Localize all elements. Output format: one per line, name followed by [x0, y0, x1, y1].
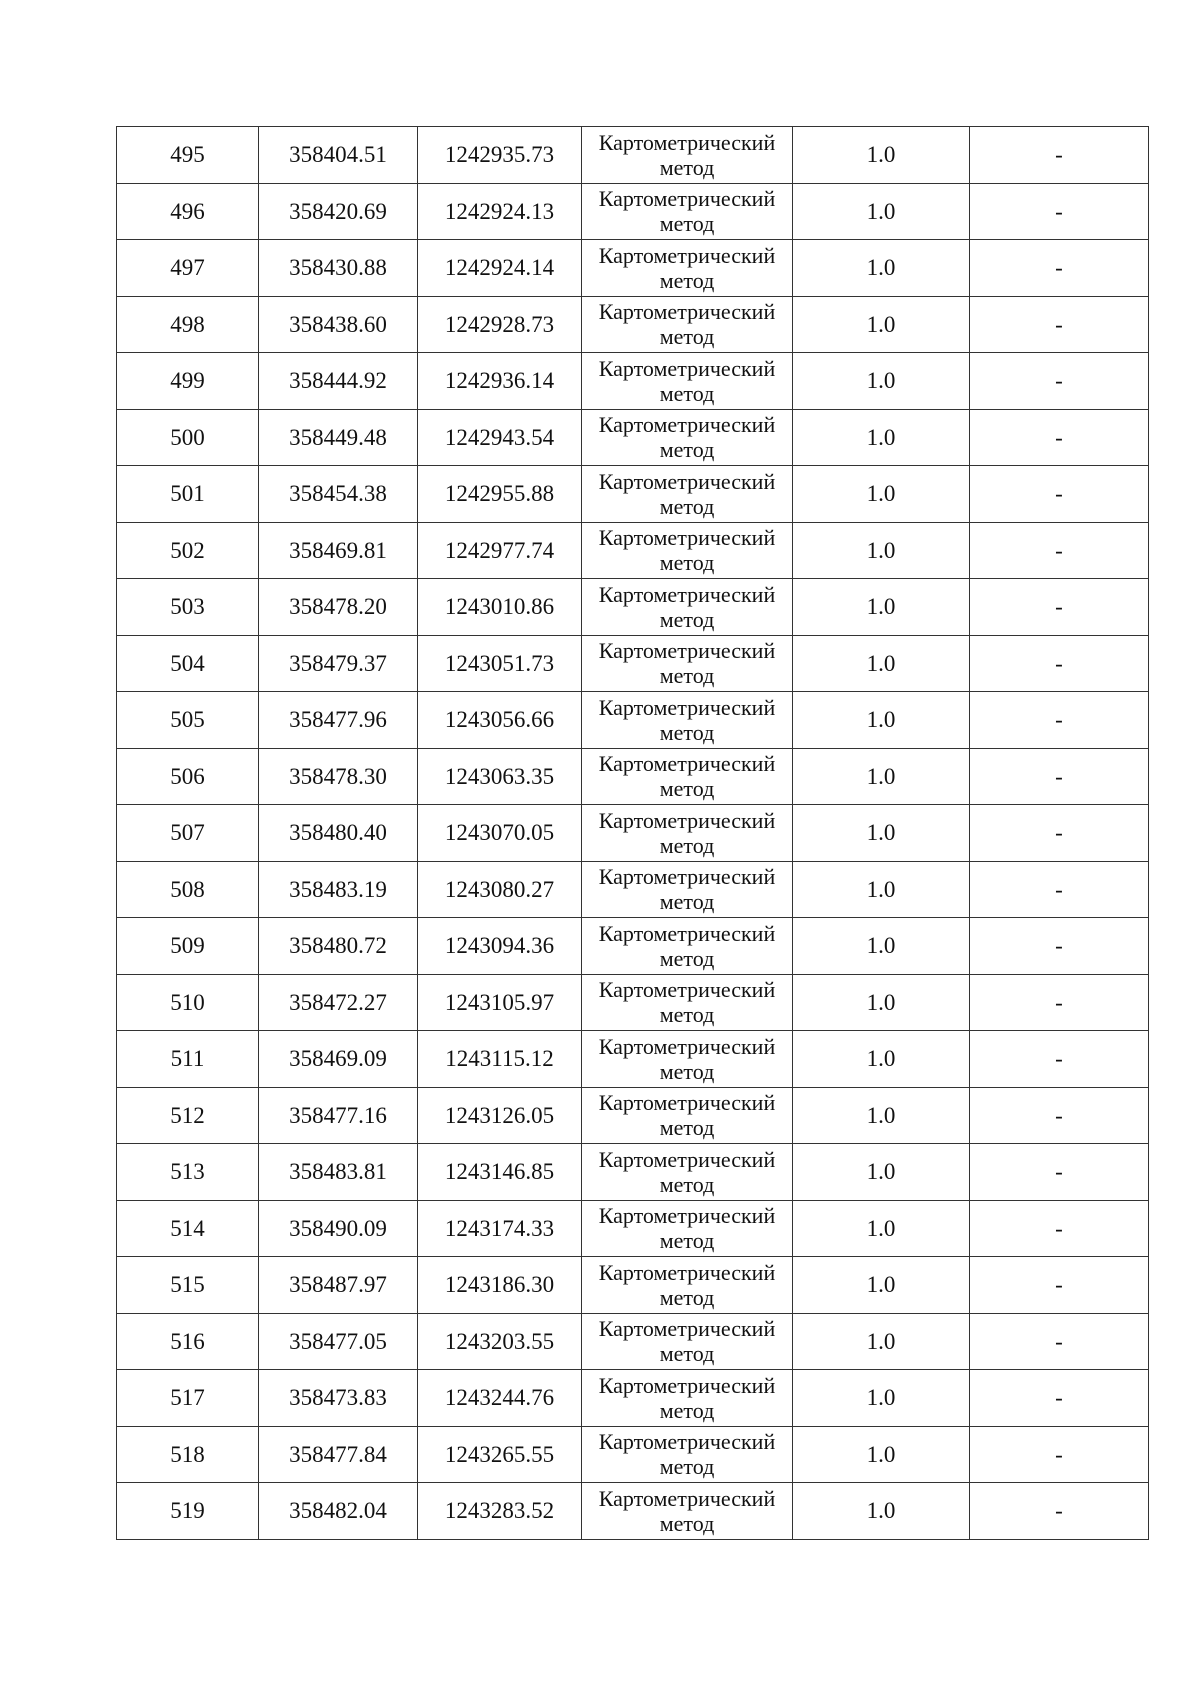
table-row: [117, 183, 1149, 240]
table-row: [117, 1144, 1149, 1201]
x-coordinate-cell: 358477.16: [259, 1087, 418, 1144]
point-number-cell: 512: [117, 1087, 259, 1144]
table-row: [117, 1031, 1149, 1088]
accuracy-cell: 1.0: [793, 692, 970, 749]
table-row: [117, 1313, 1149, 1370]
point-number-cell: 498: [117, 296, 259, 353]
table-row: [117, 240, 1149, 297]
x-coordinate-cell: 358487.97: [259, 1257, 418, 1314]
method-cell: [582, 1144, 793, 1201]
x-coordinate-cell: 358480.40: [259, 805, 418, 862]
method-line-2: метод: [659, 1115, 715, 1141]
method-line-1: Картометрический: [598, 1033, 776, 1059]
point-number-cell: 510: [117, 974, 259, 1031]
description-cell: -: [970, 748, 1149, 805]
y-coordinate-cell: 1243244.76: [418, 1370, 582, 1427]
point-number-cell: 499: [117, 353, 259, 410]
point-number-cell: 505: [117, 692, 259, 749]
method-line-1: Картометрический: [598, 242, 776, 268]
method-line-1: Картометрический: [598, 1316, 776, 1342]
method-cell: [582, 805, 793, 862]
point-number-cell: 514: [117, 1200, 259, 1257]
method-line-2: метод: [659, 776, 715, 802]
method-line-1: Картометрический: [598, 355, 776, 381]
accuracy-cell: 1.0: [793, 918, 970, 975]
accuracy-cell: 1.0: [793, 1313, 970, 1370]
x-coordinate-cell: 358479.37: [259, 635, 418, 692]
x-coordinate-cell: 358469.09: [259, 1031, 418, 1088]
method-cell: [582, 296, 793, 353]
point-number-cell: 495: [117, 127, 259, 184]
point-number-cell: 507: [117, 805, 259, 862]
accuracy-cell: 1.0: [793, 805, 970, 862]
method-line-2: метод: [659, 493, 715, 519]
x-coordinate-cell: 358477.05: [259, 1313, 418, 1370]
description-cell: -: [970, 127, 1149, 184]
method-cell: [582, 579, 793, 636]
method-line-2: метод: [659, 1002, 715, 1028]
y-coordinate-cell: 1243070.05: [418, 805, 582, 862]
method-line-2: метод: [659, 1341, 715, 1367]
table-row: [117, 127, 1149, 184]
method-line-1: Картометрический: [598, 1259, 776, 1285]
x-coordinate-cell: 358482.04: [259, 1483, 418, 1540]
x-coordinate-cell: 358483.19: [259, 861, 418, 918]
method-line-2: метод: [659, 324, 715, 350]
method-line-1: Картометрический: [598, 412, 776, 438]
description-cell: -: [970, 240, 1149, 297]
description-cell: -: [970, 353, 1149, 410]
x-coordinate-cell: 358404.51: [259, 127, 418, 184]
table-row: [117, 579, 1149, 636]
description-cell: -: [970, 1031, 1149, 1088]
method-line-1: Картометрический: [598, 1485, 776, 1511]
description-cell: -: [970, 692, 1149, 749]
accuracy-cell: 1.0: [793, 183, 970, 240]
method-line-2: метод: [659, 1058, 715, 1084]
x-coordinate-cell: 358444.92: [259, 353, 418, 410]
table-row: [117, 522, 1149, 579]
description-cell: -: [970, 1144, 1149, 1201]
table-row: [117, 748, 1149, 805]
point-number-cell: 508: [117, 861, 259, 918]
point-number-cell: 503: [117, 579, 259, 636]
method-line-2: метод: [659, 663, 715, 689]
y-coordinate-cell: 1243056.66: [418, 692, 582, 749]
y-coordinate-cell: 1243115.12: [418, 1031, 582, 1088]
point-number-cell: 502: [117, 522, 259, 579]
method-line-2: метод: [659, 945, 715, 971]
method-cell: [582, 127, 793, 184]
point-number-cell: 500: [117, 409, 259, 466]
method-line-2: метод: [659, 1284, 715, 1310]
method-line-2: метод: [659, 1228, 715, 1254]
accuracy-cell: 1.0: [793, 1087, 970, 1144]
table-row: [117, 635, 1149, 692]
description-cell: -: [970, 1313, 1149, 1370]
accuracy-cell: 1.0: [793, 1483, 970, 1540]
description-cell: -: [970, 1483, 1149, 1540]
accuracy-cell: 1.0: [793, 240, 970, 297]
method-cell: [582, 183, 793, 240]
description-cell: -: [970, 296, 1149, 353]
accuracy-cell: 1.0: [793, 522, 970, 579]
accuracy-cell: 1.0: [793, 127, 970, 184]
y-coordinate-cell: 1242955.88: [418, 466, 582, 523]
method-line-2: метод: [659, 550, 715, 576]
x-coordinate-cell: 358430.88: [259, 240, 418, 297]
method-cell: [582, 353, 793, 410]
method-line-2: метод: [659, 1510, 715, 1536]
method-cell: [582, 1200, 793, 1257]
y-coordinate-cell: 1243186.30: [418, 1257, 582, 1314]
description-cell: -: [970, 409, 1149, 466]
method-line-1: Картометрический: [598, 1146, 776, 1172]
y-coordinate-cell: 1243174.33: [418, 1200, 582, 1257]
x-coordinate-cell: 358478.20: [259, 579, 418, 636]
point-number-cell: 518: [117, 1426, 259, 1483]
table-row: [117, 409, 1149, 466]
accuracy-cell: 1.0: [793, 1031, 970, 1088]
point-number-cell: 519: [117, 1483, 259, 1540]
method-cell: [582, 466, 793, 523]
method-line-2: метод: [659, 1171, 715, 1197]
method-cell: [582, 409, 793, 466]
table-row: [117, 353, 1149, 410]
method-line-1: Картометрический: [598, 468, 776, 494]
method-line-1: Картометрический: [598, 186, 776, 212]
table-row: [117, 918, 1149, 975]
x-coordinate-cell: 358473.83: [259, 1370, 418, 1427]
method-cell: [582, 635, 793, 692]
x-coordinate-cell: 358480.72: [259, 918, 418, 975]
method-cell: [582, 1370, 793, 1427]
method-line-2: метод: [659, 719, 715, 745]
description-cell: -: [970, 635, 1149, 692]
description-cell: -: [970, 805, 1149, 862]
accuracy-cell: 1.0: [793, 1144, 970, 1201]
y-coordinate-cell: 1242924.14: [418, 240, 582, 297]
x-coordinate-cell: 358472.27: [259, 974, 418, 1031]
y-coordinate-cell: 1243105.97: [418, 974, 582, 1031]
y-coordinate-cell: 1242928.73: [418, 296, 582, 353]
point-number-cell: 513: [117, 1144, 259, 1201]
table-row: [117, 1200, 1149, 1257]
method-line-1: Картометрический: [598, 977, 776, 1003]
method-line-1: Картометрический: [598, 751, 776, 777]
x-coordinate-cell: 358469.81: [259, 522, 418, 579]
table-row: [117, 296, 1149, 353]
method-line-1: Картометрический: [598, 581, 776, 607]
y-coordinate-cell: 1243126.05: [418, 1087, 582, 1144]
method-line-2: метод: [659, 154, 715, 180]
x-coordinate-cell: 358490.09: [259, 1200, 418, 1257]
point-number-cell: 506: [117, 748, 259, 805]
accuracy-cell: 1.0: [793, 1257, 970, 1314]
y-coordinate-cell: 1243265.55: [418, 1426, 582, 1483]
method-line-1: Картометрический: [598, 638, 776, 664]
x-coordinate-cell: 358420.69: [259, 183, 418, 240]
description-cell: -: [970, 861, 1149, 918]
method-cell: [582, 1087, 793, 1144]
table-row: [117, 1257, 1149, 1314]
method-cell: [582, 974, 793, 1031]
y-coordinate-cell: 1242977.74: [418, 522, 582, 579]
method-line-2: метод: [659, 437, 715, 463]
method-line-2: метод: [659, 1397, 715, 1423]
point-number-cell: 517: [117, 1370, 259, 1427]
y-coordinate-cell: 1243146.85: [418, 1144, 582, 1201]
point-number-cell: 511: [117, 1031, 259, 1088]
method-line-1: Картометрический: [598, 920, 776, 946]
table-row: [117, 974, 1149, 1031]
method-line-1: Картометрический: [598, 1429, 776, 1455]
description-cell: -: [970, 918, 1149, 975]
description-cell: -: [970, 1200, 1149, 1257]
method-line-1: Картометрический: [598, 299, 776, 325]
accuracy-cell: 1.0: [793, 1426, 970, 1483]
method-cell: [582, 1426, 793, 1483]
description-cell: -: [970, 1087, 1149, 1144]
accuracy-cell: 1.0: [793, 409, 970, 466]
y-coordinate-cell: 1242936.14: [418, 353, 582, 410]
point-number-cell: 516: [117, 1313, 259, 1370]
method-cell: [582, 861, 793, 918]
description-cell: -: [970, 1370, 1149, 1427]
coordinates-table: [116, 126, 1149, 1540]
method-line-2: метод: [659, 1454, 715, 1480]
x-coordinate-cell: 358449.48: [259, 409, 418, 466]
table-row: [117, 805, 1149, 862]
method-line-2: метод: [659, 832, 715, 858]
y-coordinate-cell: 1243283.52: [418, 1483, 582, 1540]
y-coordinate-cell: 1243203.55: [418, 1313, 582, 1370]
accuracy-cell: 1.0: [793, 1370, 970, 1427]
y-coordinate-cell: 1242935.73: [418, 127, 582, 184]
method-line-1: Картометрический: [598, 1203, 776, 1229]
table-row: [117, 466, 1149, 523]
x-coordinate-cell: 358477.96: [259, 692, 418, 749]
description-cell: -: [970, 579, 1149, 636]
method-cell: [582, 1483, 793, 1540]
point-number-cell: 515: [117, 1257, 259, 1314]
table-row: [117, 1370, 1149, 1427]
x-coordinate-cell: 358454.38: [259, 466, 418, 523]
method-line-1: Картометрический: [598, 1090, 776, 1116]
method-line-1: Картометрический: [598, 864, 776, 890]
y-coordinate-cell: 1243094.36: [418, 918, 582, 975]
point-number-cell: 509: [117, 918, 259, 975]
method-line-1: Картометрический: [598, 694, 776, 720]
y-coordinate-cell: 1243080.27: [418, 861, 582, 918]
method-cell: [582, 692, 793, 749]
accuracy-cell: 1.0: [793, 579, 970, 636]
x-coordinate-cell: 358478.30: [259, 748, 418, 805]
description-cell: -: [970, 522, 1149, 579]
accuracy-cell: 1.0: [793, 861, 970, 918]
x-coordinate-cell: 358438.60: [259, 296, 418, 353]
description-cell: -: [970, 974, 1149, 1031]
table-row: [117, 1426, 1149, 1483]
y-coordinate-cell: 1243010.86: [418, 579, 582, 636]
x-coordinate-cell: 358483.81: [259, 1144, 418, 1201]
method-cell: [582, 1257, 793, 1314]
method-cell: [582, 1313, 793, 1370]
description-cell: -: [970, 1426, 1149, 1483]
method-cell: [582, 748, 793, 805]
accuracy-cell: 1.0: [793, 748, 970, 805]
method-line-1: Картометрический: [598, 129, 776, 155]
method-line-1: Картометрический: [598, 525, 776, 551]
point-number-cell: 504: [117, 635, 259, 692]
x-coordinate-cell: 358477.84: [259, 1426, 418, 1483]
description-cell: -: [970, 1257, 1149, 1314]
y-coordinate-cell: 1242924.13: [418, 183, 582, 240]
accuracy-cell: 1.0: [793, 635, 970, 692]
method-cell: [582, 522, 793, 579]
y-coordinate-cell: 1243063.35: [418, 748, 582, 805]
table-row: [117, 692, 1149, 749]
description-cell: -: [970, 466, 1149, 523]
method-line-2: метод: [659, 380, 715, 406]
table-row: [117, 1087, 1149, 1144]
point-number-cell: 497: [117, 240, 259, 297]
accuracy-cell: 1.0: [793, 974, 970, 1031]
method-line-2: метод: [659, 267, 715, 293]
point-number-cell: 496: [117, 183, 259, 240]
description-cell: -: [970, 183, 1149, 240]
table-row: [117, 861, 1149, 918]
y-coordinate-cell: 1242943.54: [418, 409, 582, 466]
accuracy-cell: 1.0: [793, 1200, 970, 1257]
coordinates-table-body: [117, 127, 1149, 1540]
method-line-2: метод: [659, 211, 715, 237]
method-line-1: Картометрический: [598, 1372, 776, 1398]
method-line-2: метод: [659, 889, 715, 915]
method-line-2: метод: [659, 606, 715, 632]
accuracy-cell: 1.0: [793, 353, 970, 410]
y-coordinate-cell: 1243051.73: [418, 635, 582, 692]
method-cell: [582, 1031, 793, 1088]
table-row: [117, 1483, 1149, 1540]
point-number-cell: 501: [117, 466, 259, 523]
accuracy-cell: 1.0: [793, 296, 970, 353]
method-line-1: Картометрический: [598, 807, 776, 833]
method-cell: [582, 240, 793, 297]
accuracy-cell: 1.0: [793, 466, 970, 523]
method-cell: [582, 918, 793, 975]
